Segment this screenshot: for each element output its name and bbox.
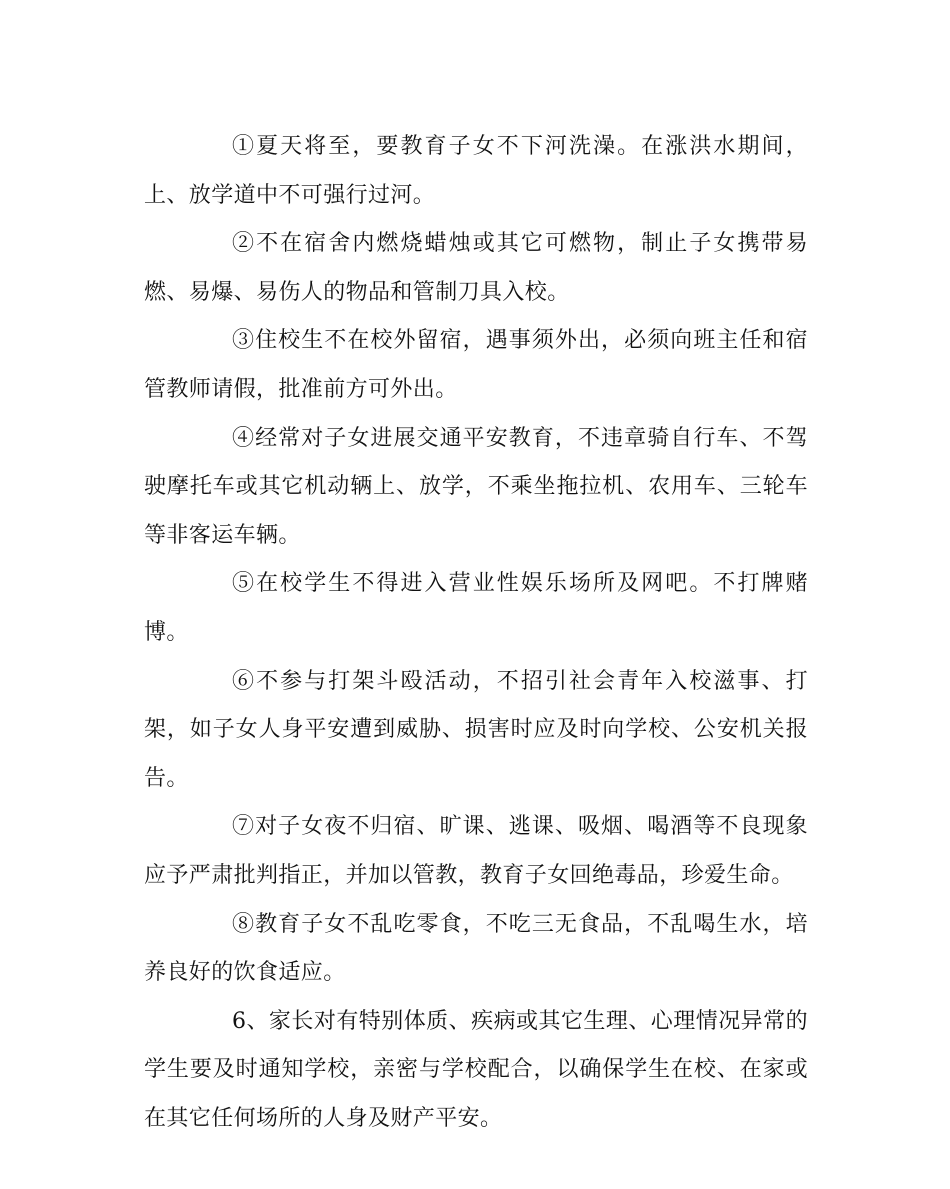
paragraph-item-7: ⑦对子女夜不归宿、旷课、逃课、吸烟、喝酒等不良现象应予严肃批判指正，并加以管教，教育子女回绝毒品，珍爱生命。	[144, 814, 808, 888]
paragraph-item-4: ④经常对子女进展交通平安教育，不违章骑自行车、不驾驶摩托车或其它机动辆上、放学，不乘坐拖拉机、农用车、三轮车等非客运车辆。	[144, 425, 808, 548]
paragraph-item-9: 6、家长对有特别体质、疾病或其它生理、心理情况异常的学生要及时通知学校，亲密与学校配合，以确保学生在校、在家或在其它任何场所的人身及财产平安。	[144, 1008, 808, 1131]
paragraph-item-6: ⑥不参与打架斗殴活动，不招引社会青年入校滋事、打架，如子女人身平安遭到威胁、损害时应及时向学校、公安机关报告。	[144, 668, 808, 791]
paragraph-item-1: ①夏天将至，要教育子女不下河洗澡。在涨洪水期间，上、放学道中不可强行过河。	[144, 134, 808, 208]
paragraph-item-2: ②不在宿舍内燃烧蜡烛或其它可燃物，制止子女携带易燃、易爆、易伤人的物品和管制刀具入校。	[144, 231, 808, 305]
paragraph-item-8: ⑧教育子女不乱吃零食，不吃三无食品，不乱喝生水，培养良好的饮食适应。	[144, 911, 808, 986]
document-body	[144, 123, 808, 1143]
paragraph-item-5: ⑤在校学生不得进入营业性娱乐场所及网吧。不打牌赌博。	[144, 571, 808, 645]
paragraph-item-3: ③住校生不在校外留宿，遇事须外出，必须向班主任和宿管教师请假，批准前方可外出。	[144, 328, 808, 402]
